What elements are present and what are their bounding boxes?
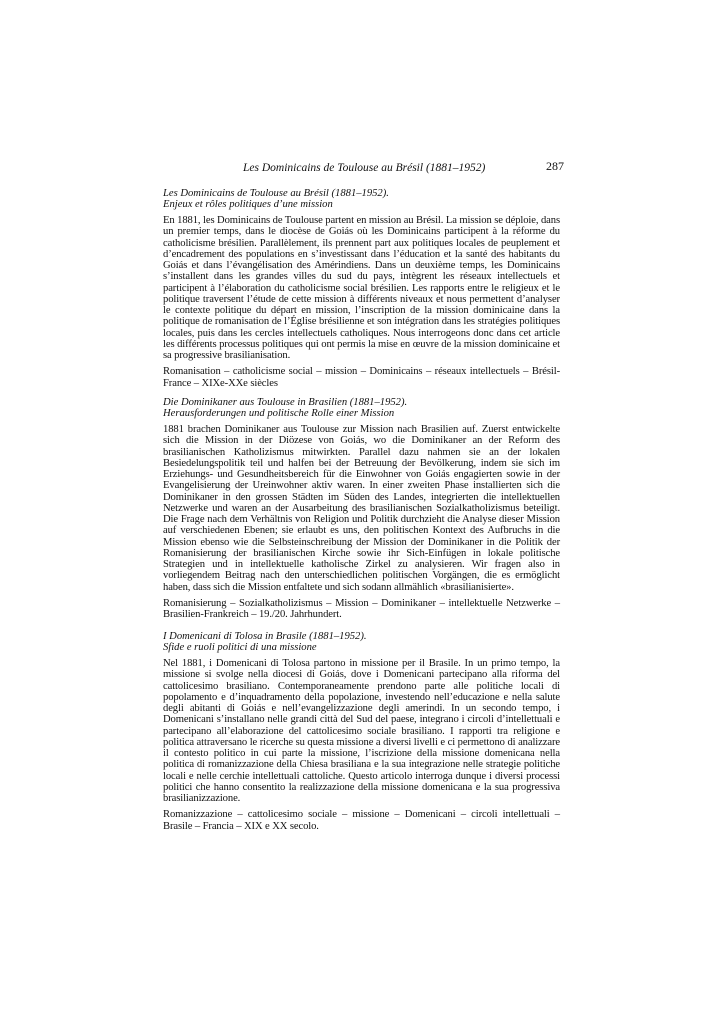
abstract-body: 1881 brachen Dominikaner aus Toulouse zur Mission nach Brasilien auf. Zuerst entwickelte sich die Mission in der Diözese von Goiás, wo die Dominikaner an der Reform des brasilianischen Katholizismus mitwirkten. Parallel dazu nahmen sie an der lokalen Besiedelungspolitik teil und halfen bei der Betreuung der Bevölkerung, indem sie sich im Erziehungs- und Gesundheitsbereich für die Einwohner von Goiás engagierten sowie in der Evangelisierung der Ureinwohner aktiv waren. In einer zweiten Phase installierten sich die Dominikaner in den grossen Städten im Süden des Landes, integrierten die intellektuellen Netzwerke und waren an der Ausarbeitung des brasilianischen Sozialkatholizismus beteiligt. Die Frage nach dem Verhältnis von Religion und Politik durchzieht die Analyse dieser Mission auf verschiedenen Ebenen; sie erlaubt es uns, den politischen Kontext des Aufbruchs in die Mission ebenso wie die Selbsteinschreibung der Mission der Dominikaner in die Politik der Romanisierung der brasilianischen Kirche sowie ihr Sich-Einfügen in lokale politische Strategien und in intellektuelle katholische Zirkel zu analysieren. Wir fragen also in vorliegendem Beitrag nach den unterschiedlichen politischen Vorgängen, die es ermöglicht haben, dass sich die Mission entfaltete und sich sodann allmählich «brasilianisierte». — [163, 424, 560, 593]
abstract-body: En 1881, les Dominicains de Toulouse partent en mission au Brésil. La mission se déploie, dans un premier temps, dans le diocèse de Goiás où les Dominicains participent à la réforme du catholicisme brésilien. Parallèlement, ils prennent part aux politiques locales de peuplement et d’encadrement des populations en s’investissant dans l’éducation et la santé des habitants du Goiás et dans l’évangélisation des Amérindiens. Dans un deuxième temps, les Dominicains s’installent dans les grandes villes du sud du pays, intègrent les réseaux intellectuels et participent à l’élaboration du catholicisme social brésilien. Les rapports entre le religieux et le politique traversent l’étude de cette mission à différents niveaux et nous permettent d’analyser le contexte politique du départ en mission, l’inscription de la mission dominicaine dans la politique de romanisation de l’Église brésilienne et son intégration dans les stratégies politiques locales, puis dans les cercles intellectuels catholiques. Nous interrogeons donc dans cet article les différents processus politiques qui ont permis la mise en œuvre de la mission dominicaine et sa progressive brasilianisation. — [163, 215, 560, 361]
abstract-keywords: Romanisierung – Sozialkatholizismus – Mission – Dominikaner – intellektuelle Netzwerke – Brasilien-Frankreich – 19./20. Jahrhundert. — [163, 597, 560, 620]
abstract-german — [163, 397, 560, 620]
running-title: Les Dominicains de Toulouse au Brésil (1881–1952) — [243, 162, 486, 174]
page-number: 287 — [546, 159, 564, 173]
abstract-title — [163, 397, 560, 419]
abstract-title — [163, 188, 560, 210]
abstract-subtitle-line: Sfide e ruoli politici di una missione — [163, 642, 317, 653]
abstract-keywords: Romanizzazione – cattolicesimo sociale – missione – Domenicani – circoli intellettuali – Brasile – Francia – XIX e XX secolo. — [163, 809, 560, 832]
abstract-subtitle-line: Herausforderungen und politische Rolle einer Mission — [163, 408, 395, 419]
abstract-title-line: Les Dominicains de Toulouse au Brésil (1881–1952). — [163, 188, 389, 199]
abstract-keywords: Romanisation – catholicisme social – mission – Dominicains – réseaux intellectuels – Brésil-France – XIXe-XXe siècles — [163, 366, 560, 389]
abstract-title-line: Die Dominikaner aus Toulouse in Brasilien (1881–1952). — [163, 397, 408, 408]
abstract-body: Nel 1881, i Domenicani di Tolosa partono in missione per il Brasile. In un primo tempo, la missione si svolge nella diocesi di Goiás, dove i Domenicani partecipano alla riforma del cattolicesimo brasiliano. Contemporaneamente prendono parte alle politiche locali di popolamento e d’inquadramento della popolazione, investendo nell’educazione e nella salute degli abitanti di Goiás e nell’evangelizzazione degli amerindi. In un secondo tempo, i Domenicani s’installano nelle grandi città del Sud del paese, integrano i circoli d’intellettuali e partecipano all’elaborazione del cattolicesimo sociale brasiliano. I rapporti tra religione e politica attraversano le ricerche su questa missione a diversi livelli e ci permettono di analizzare il contesto politico in cui parte la missione, l’iscrizione della missione domenicana nella politica di romanizzazione della Chiesa brasiliana e la sua integrazione nelle strategie politiche locali e nelle cerchie intellettuali cattoliche. Questo articolo interroga dunque i diversi processi politici che hanno consentito la realizzazione della missione domenicana e la sua progressiva brasilianizzazione. — [163, 658, 560, 804]
abstract-italian — [163, 631, 560, 832]
abstract-title-line: I Domenicani di Tolosa in Brasile (1881–1952). — [163, 631, 367, 642]
abstract-french — [163, 188, 560, 389]
abstract-subtitle-line: Enjeux et rôles politiques d’une mission — [163, 199, 333, 210]
abstract-title — [163, 631, 560, 653]
